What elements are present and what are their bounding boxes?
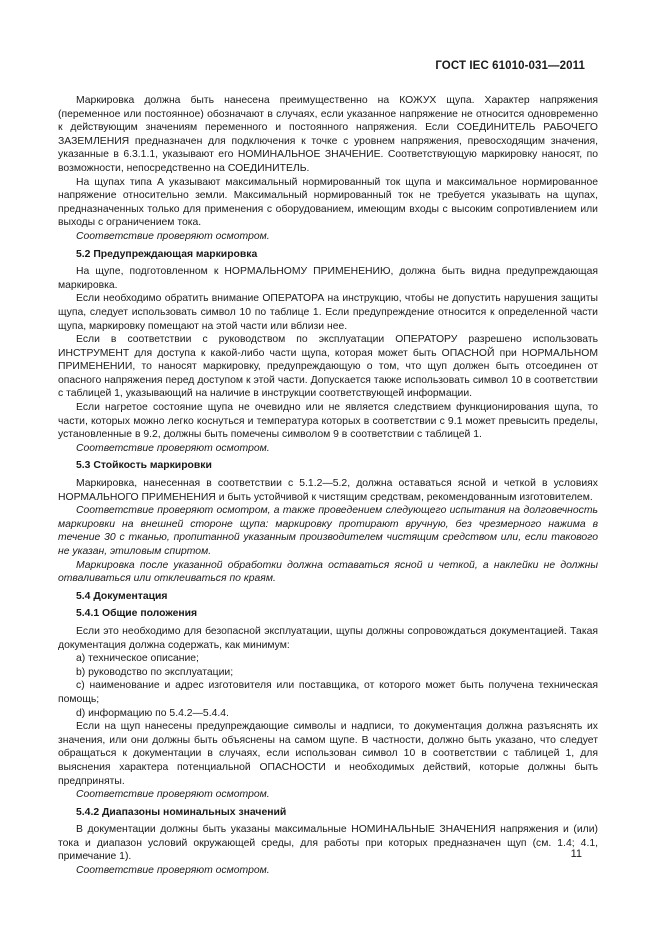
section-heading-5-2: 5.2 Предупреждающая маркировка [76,248,258,260]
compliance-note: Соответствие проверяют осмотром. [76,230,270,242]
paragraph-heated-parts: Если нагретое состояние щупа не очевидно или не является следствием функционирования щупа, то части, которых можно легко коснуться и температура которых в соответствии с 9.1 может превысить пределы, установленные в 9.2, должны быть помечены символом 9 в соответствии с таблицей 1. [58,402,598,441]
section-heading-5-3: 5.3 Стойкость маркировки [76,460,212,472]
compliance-note: Соответствие проверяют осмотром. [76,789,270,801]
paragraph-tool-access: Если в соответствии с руководством по эксплуатации ОПЕРАТОРУ разрешено использовать ИНСТРУМЕНТ для доступа к какой-либо части щупа, которая может быть ОПАСНОЙ при НОРМАЛЬНОМ ПРИМЕНЕНИИ, то наносят маркировку, предупреждающую о том, что щуп должен быть отсоединен от опасного напряжения перед доступом к этой части. Допускается также использовать символ 10 в соответствии с таблицей 1, указывающий на наличие в инструкции соответствующей информации. [58,334,598,400]
subsection-heading-5-4-2: 5.4.2 Диапазоны номинальных значений [76,806,287,818]
paragraph-type-a-probes: На щупах типа А указывают максимальный нормированный ток щупа и максимальное нормированное напряжение относительно земли. Максимальный нормированный ток не требуется указывать на щупах, предназначенных только для применения с оборудованием, имеющим входы с высоким сопротивлением или выходы с ограничением тока. [58,176,598,229]
list-item-c: c) наименование и адрес изготовителя или поставщика, от которого может быть получена техническая помощь; [58,680,598,705]
document-body [58,94,598,878]
subsection-heading-5-4-1: 5.4.1 Общие положения [76,608,198,620]
paragraph-documentation-required: Если это необходимо для безопасной эксплуатации, щупы должны сопровождаться документацией. Такая документация должна содержать, как минимум: [58,625,598,651]
list-item-d: d) информацию по 5.4.2—5.4.4. [76,707,229,719]
compliance-note: Соответствие проверяют осмотром. [76,865,270,877]
paragraph-warning-symbols-docs: Если на щуп нанесены предупреждающие символы и надписи, то документация должна разъяснять их значения, или они должны быть объяснены на самом щупе. В частности, должно быть указано, что следует обращаться к документации в случаях, если использован символ 10 в соответствии с таблицей 1, для выяснения характера потенциальной ОПАСНОСТИ и необходимых действий, которые должны быть предприняты. [58,721,598,787]
paragraph-warning-visible: На щупе, подготовленном к НОРМАЛЬНОМУ ПРИМЕНЕНИЮ, должна быть видна предупреждающая маркировка. [58,266,598,291]
compliance-test-description: Соответствие проверяют осмотром, а также проведением следующего испытания на долговечность маркировки на внешней стороне щупа: маркировку протирают вручную, без чрезмерного нажима в течение 30 с тканью, пропитанной указанным производителем чистящим средством или, если такового не указан, этиловым спиртом. [58,505,598,557]
paragraph-marking-housing: Маркировка должна быть нанесена преимущественно на КОЖУХ щупа. Характер напряжения (переменное или постоянное) обозначают в случаях, если указанное напряжение не относится одновременно к действующим значениям переменного и постоянного напряжения. Если СОЕДИНИТЕЛЬ РАБОЧЕГО ЗАЗЕМЛЕНИЯ предназначен для подключения к точке с уровнем напряжения, превосходящим значения, указанные в 6.3.1.1, указывают его НОМИНАЛЬНОЕ ЗНАЧЕНИЕ. Соответствующую маркировку наносят, по возможности, непосредственно на СОЕДИНИТЕЛЬ. [58,95,598,174]
compliance-test-result: Маркировка после указанной обработки должна оставаться ясной и четкой, а наклейки не должны отваливаться или отклеиваться по краям. [58,559,598,585]
standard-code-header: ГОСТ IEC 61010-031—2011 [435,60,585,72]
paragraph-marking-durability: Маркировка, нанесенная в соответствии с 5.1.2—5.2, должна оставаться ясной и четкой в условиях НОРМАЛЬНОГО ПРИМЕНЕНИЯ и быть устойчивой к чистящим средствам, рекомендованным изготовителем. [58,478,598,503]
section-heading-5-4: 5.4 Документация [76,590,168,602]
paragraph-symbol-10: Если необходимо обратить внимание ОПЕРАТОРА на инструкцию, чтобы не допустить нарушения защиты щупа, следует использовать символ 10 по таблице 1. Если предупреждение относится к определенной части щупа, маркировку помещают на этой части или вблизи нее. [58,293,598,332]
compliance-note: Соответствие проверяют осмотром. [76,442,270,454]
paragraph-rated-values: В документации должны быть указаны максимальные НОМИНАЛЬНЫЕ ЗНАЧЕНИЯ напряжения и (или) тока и диапазон условий окружающей среды, для работы при которых предназначен щуп (см. 1.4; 4.1, примечание 1). [58,824,598,863]
page-number: 11 [570,848,582,860]
list-item-b: b) руководство по эксплуатации; [76,666,234,678]
list-item-a: a) техническое описание; [76,653,199,665]
